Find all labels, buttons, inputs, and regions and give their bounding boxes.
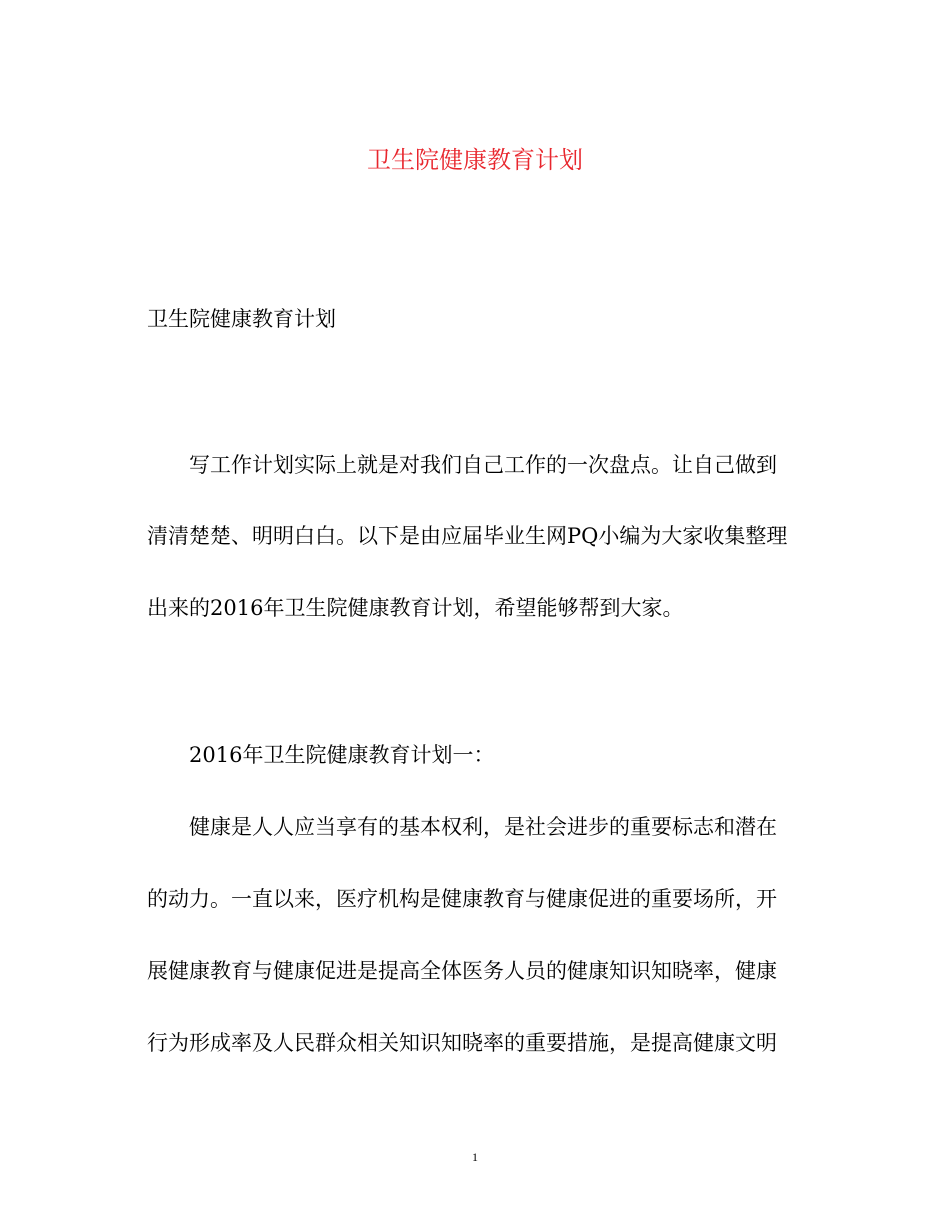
paragraph-line: 健康是人人应当享有的基本权利，是社会进步的重要标志和潜在 xyxy=(189,815,777,839)
document-title: 卫生院健康教育计划 xyxy=(367,146,583,174)
page-number: 1 xyxy=(472,1150,478,1164)
paragraph-line: 展健康教育与健康促进是提高全体医务人员的健康知识知晓率，健康 xyxy=(147,959,777,983)
paragraph-line: 行为形成率及人民群众相关知识知晓率的重要措施，是提高健康文明 xyxy=(147,1031,777,1055)
paragraph-line: 的动力。一直以来，医疗机构是健康教育与健康促进的重要场所，开 xyxy=(147,887,777,911)
subsection-heading: 2016年卫生院健康教育计划一： xyxy=(189,743,495,767)
section-heading: 卫生院健康教育计划 xyxy=(147,307,336,331)
paragraph-line: 出来的2016年卫生院健康教育计划，希望能够帮到大家。 xyxy=(147,596,684,620)
paragraph-line: 清清楚楚、明明白白。以下是由应届毕业生网PQ小编为大家收集整理 xyxy=(147,524,788,548)
paragraph-line: 写工作计划实际上就是对我们自己工作的一次盘点。让自己做到 xyxy=(189,453,777,477)
